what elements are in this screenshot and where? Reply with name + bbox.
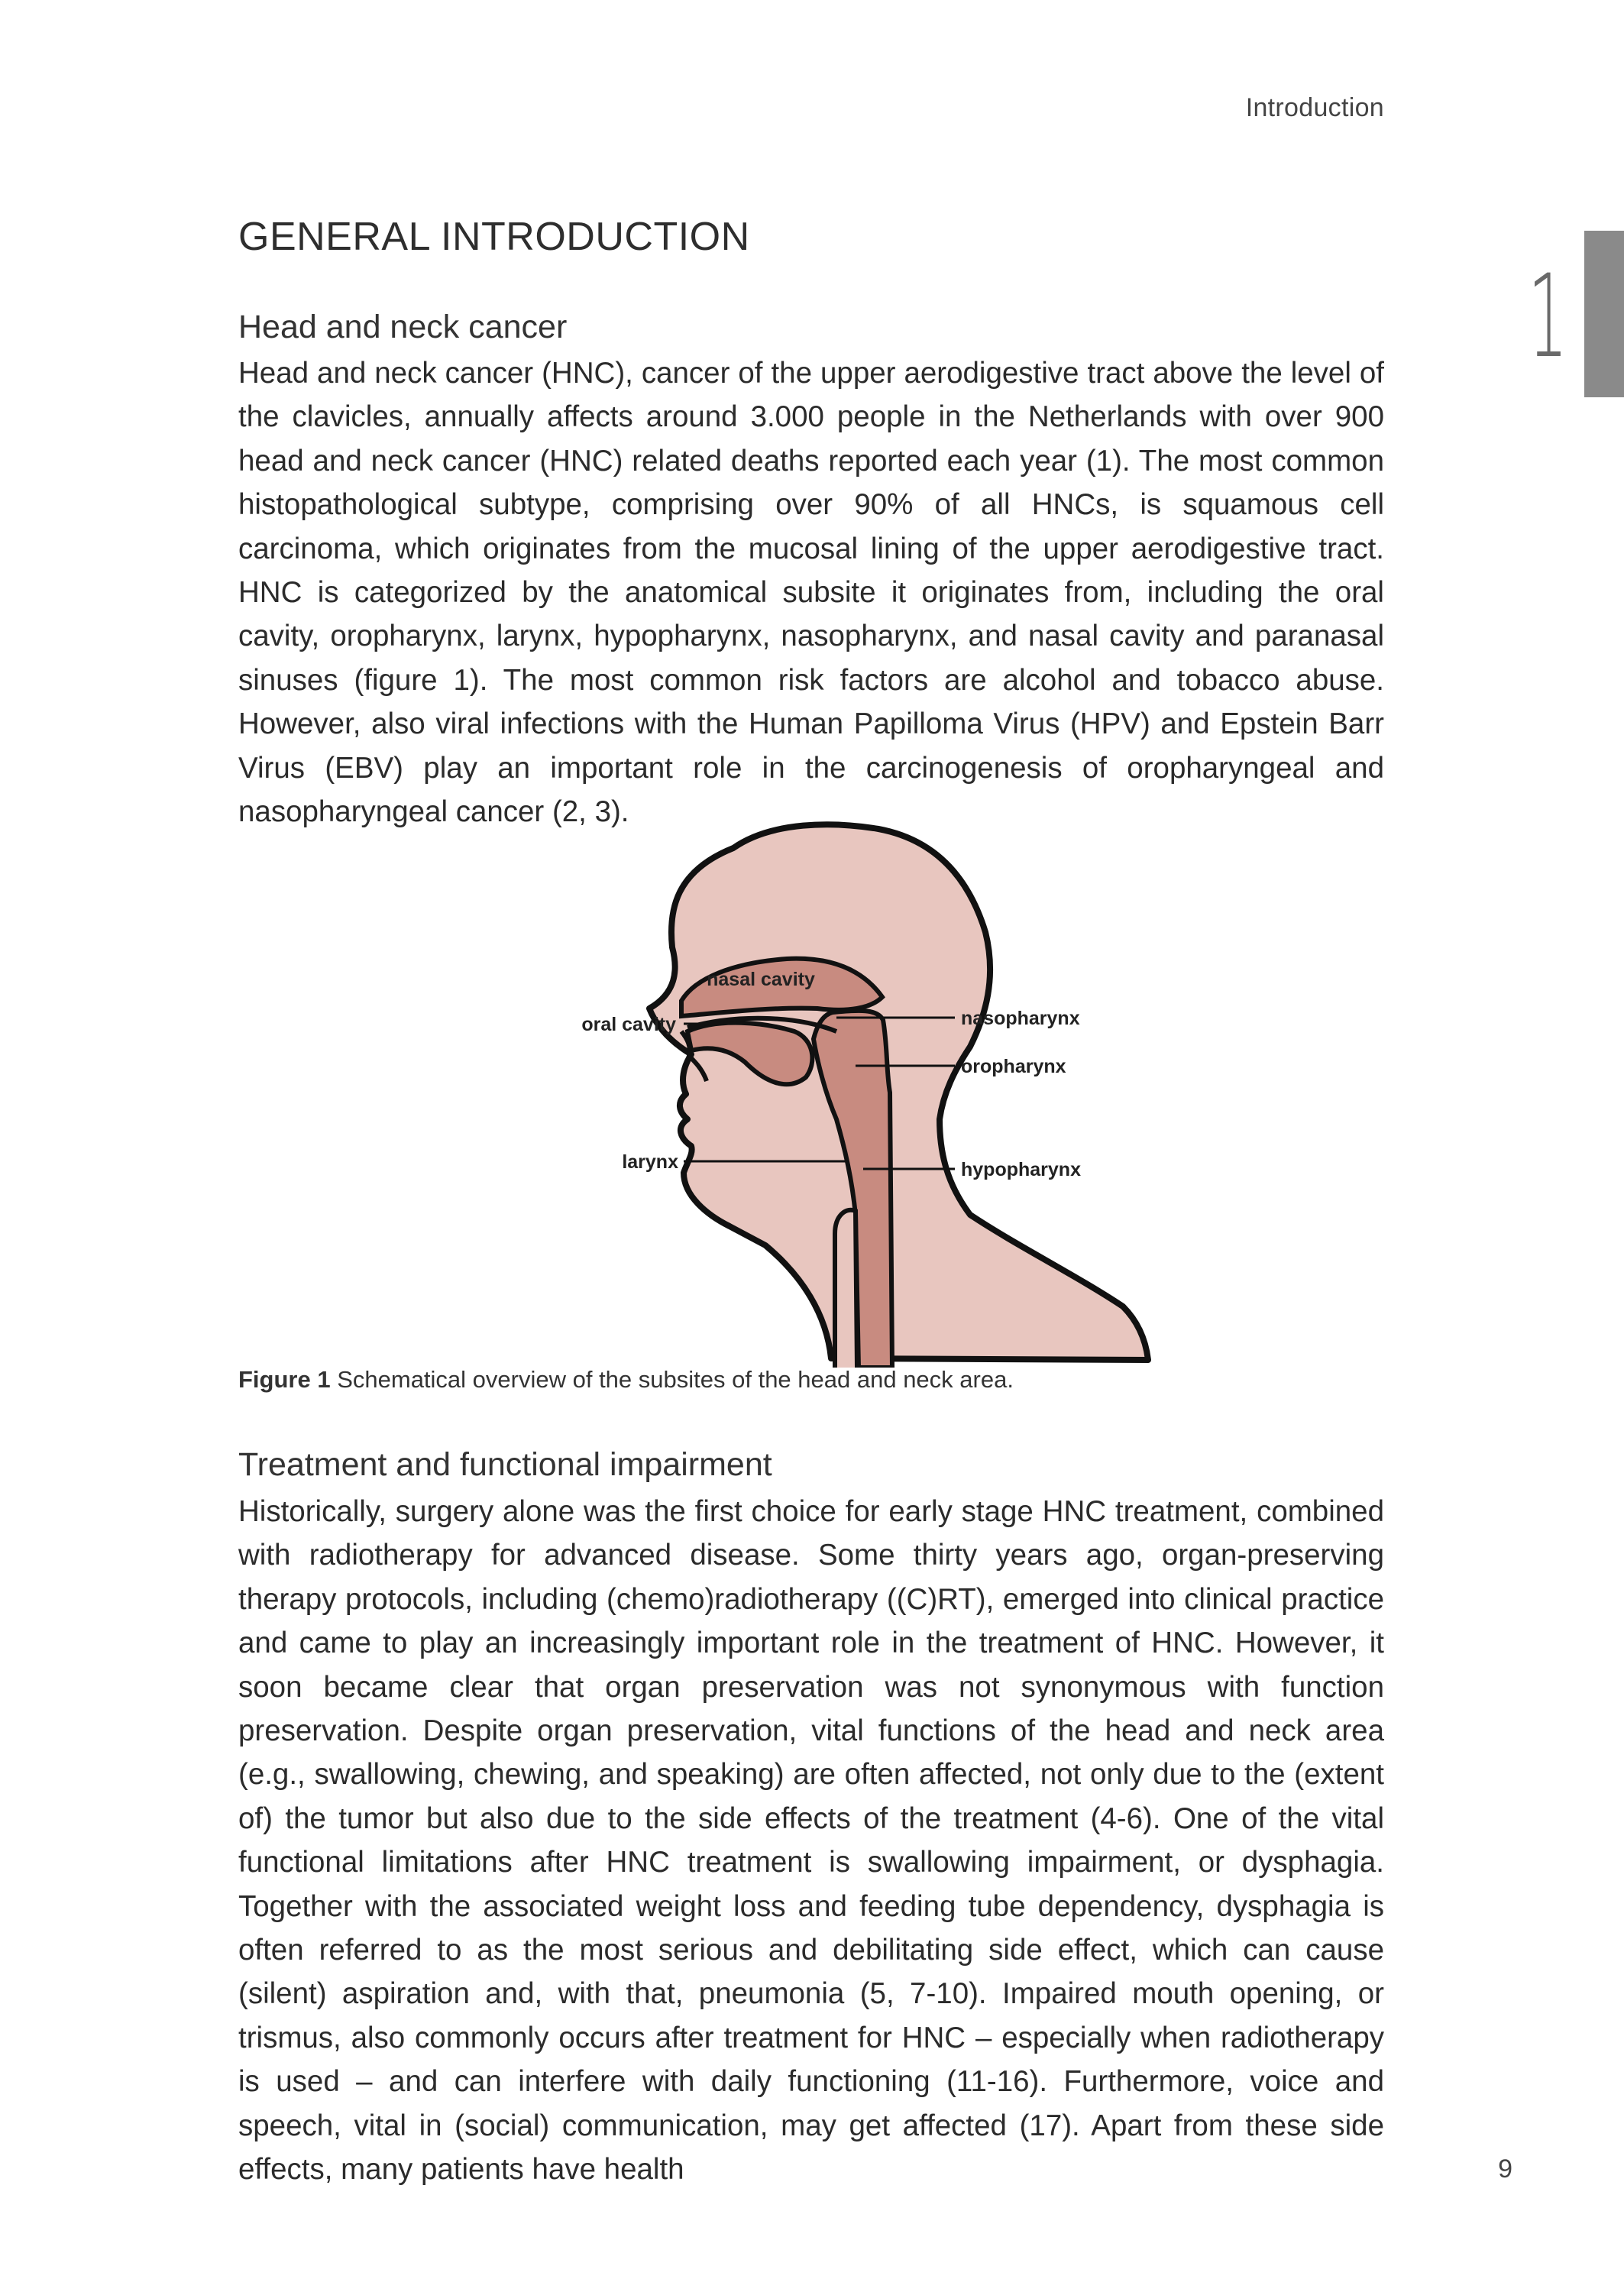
label-nasal-cavity: nasal cavity xyxy=(707,969,815,990)
label-oral-cavity: oral cavity xyxy=(581,1014,676,1035)
head-silhouette xyxy=(649,824,1148,1360)
trachea xyxy=(835,1210,857,1368)
running-header: Introduction xyxy=(1245,93,1384,122)
paragraph-treatment: Historically, surgery alone was the first choice for early stage HNC treatment, combined with radiotherapy for advanced disease. Some thirty years ago, organ-preserving therapy protocols, including (chemo)radiotherapy ((C)RT), emerged into clinical practice and came to play an increasingly important role in the treatment of HNC. However, it soon became clear that organ preservation was not synonymous with function preservation. Despite organ preservation, vital functions of the head and neck area (e.g., swallowing, chewing, and speaking) are often affected, not only due to the (extent of) the tumor but also due to the side effects of the treatment (4-6). One of the vital functional limitations after HNC treatment is swallowing impairment, or dysphagia. Together with the associated weight loss and feeding tube dependency, dysphagia is often referred to as the most serious and debilitating side effect, which can cause (silent) aspiration and, with that, pneumonia (5, 7-10). Impaired mouth opening, or trismus, also commonly occurs after treatment for HNC – especially when radiotherapy is used – and can interfere with daily functioning (11-16). Furthermore, voice and speech, vital in (social) communication, may get affected (17). Apart from these side effects, many patients have health xyxy=(238,1495,1384,2187)
caption-label: Figure 1 xyxy=(238,1366,331,1393)
label-hypopharynx: hypopharynx xyxy=(961,1159,1081,1180)
page-number: 9 xyxy=(1498,2154,1512,2184)
section-heading-head-and-neck-cancer: Head and neck cancer xyxy=(238,309,568,345)
chapter-tab xyxy=(1584,231,1624,397)
label-oropharynx: oropharynx xyxy=(961,1056,1066,1077)
figure-head-neck-anatomy xyxy=(542,817,1352,1368)
section-heading-treatment: Treatment and functional impairment xyxy=(238,1446,772,1483)
chapter-number: 1 xyxy=(1528,251,1568,384)
caption-text: Schematical overview of the subsites of the head and neck area. xyxy=(330,1366,1014,1393)
anatomy-diagram xyxy=(542,817,1352,1368)
label-larynx: larynx xyxy=(622,1151,678,1173)
figure-caption xyxy=(238,1366,1014,1394)
label-nasopharynx: nasopharynx xyxy=(961,1008,1080,1029)
paragraph-head-and-neck-cancer: Head and neck cancer (HNC), cancer of the upper aerodigestive tract above the level of the clavicles, annually affects around 3.000 people in the Netherlands with over 900 head and neck cancer (HNC) related deaths reported each year (1). The most common histopathological subtype, comprising over 90% of all HNCs, is squamous cell carcinoma, which originates from the mucosal lining of the upper aerodigestive tract. HNC is categorized by the anatomical subsite it originates from, including the oral cavity, oropharynx, larynx, hypopharynx, nasopharynx, and nasal cavity and paranasal sinuses (figure 1). The most common risk factors are alcohol and tobacco abuse. However, also viral infections with the Human Papilloma Virus (HPV) and Epstein Barr Virus (EBV) play an important role in the carcinogenesis of oropharyngeal and nasopharyngeal cancer (2, 3). xyxy=(238,357,1384,829)
page-title: GENERAL INTRODUCTION xyxy=(238,215,750,259)
